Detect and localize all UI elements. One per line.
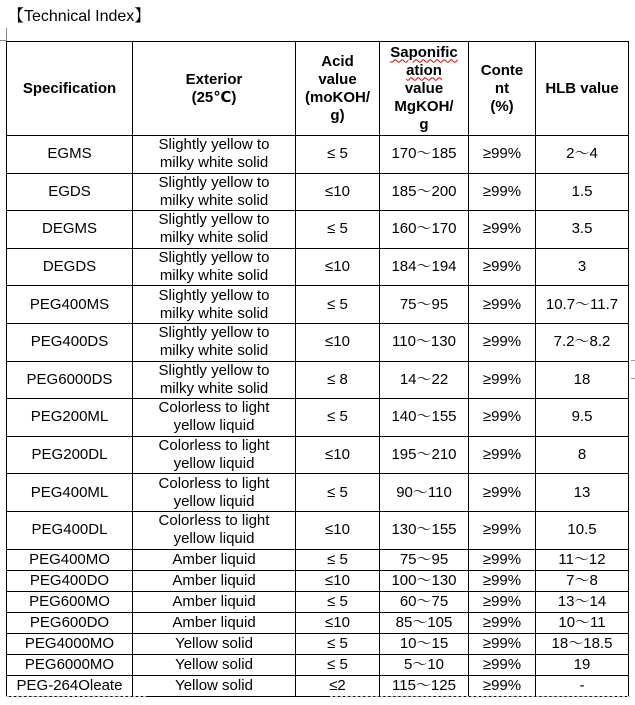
table-row [7, 675, 629, 696]
cell-acid-value: ≤ 5 [296, 549, 380, 570]
cell-saponification-value: 75～95 [380, 286, 469, 324]
cell-hlb-value: 7.2～8.2 [536, 323, 629, 361]
margin-tick [631, 360, 635, 361]
table-row [7, 612, 629, 633]
exterior-line: milky white solid [159, 379, 269, 397]
cell-saponification-value: 90～110 [380, 474, 469, 512]
header-saponification-value: Saponific ation value MgKOH/ g [380, 42, 469, 136]
margin-tick [631, 378, 635, 379]
exterior-line: milky white solid [159, 304, 269, 322]
cell-content: ≥99% [469, 549, 536, 570]
cell-acid-value: ≤ 5 [296, 399, 380, 437]
exterior-line: Slightly yellow to [158, 136, 270, 154]
table-row [7, 136, 629, 174]
cell-saponification-value: 195～210 [380, 436, 469, 474]
cell-hlb-value: 10.7～11.7 [536, 286, 629, 324]
cell-saponification-value: 170～185 [380, 136, 469, 174]
table-row [7, 436, 629, 474]
exterior-line: milky white solid [159, 229, 269, 247]
cell-specification: PEG-264Oleate [7, 675, 133, 696]
cell-acid-value: ≤10 [296, 436, 380, 474]
cell-content: ≥99% [469, 286, 536, 324]
cell-specification: PEG400DL [7, 511, 133, 549]
table-row [7, 323, 629, 361]
table-row [7, 511, 629, 549]
cell-exterior [133, 633, 296, 654]
technical-index-table [6, 41, 629, 697]
cell-content: ≥99% [469, 361, 536, 399]
cell-acid-value: ≤ 5 [296, 591, 380, 612]
table-row [7, 633, 629, 654]
exterior-line: milky white solid [159, 191, 269, 209]
exterior-line: Slightly yellow to [158, 211, 270, 229]
cell-content: ≥99% [469, 570, 536, 591]
cell-specification: DEGDS [7, 248, 133, 286]
header-content: Conte nt (%) [469, 42, 536, 136]
cell-exterior [133, 654, 296, 675]
header-specification: Specification [7, 42, 133, 136]
exterior-line: Amber liquid [172, 550, 256, 568]
cell-exterior [133, 675, 296, 696]
cell-exterior [133, 549, 296, 570]
table-header-row [7, 42, 629, 136]
table-row [7, 399, 629, 437]
cell-hlb-value: 3 [536, 248, 629, 286]
cell-acid-value: ≤ 5 [296, 654, 380, 675]
table-row [7, 248, 629, 286]
cell-hlb-value: 13～14 [536, 591, 629, 612]
exterior-line: milky white solid [159, 154, 269, 172]
cell-saponification-value: 100～130 [380, 570, 469, 591]
table-row [7, 286, 629, 324]
cell-acid-value: ≤10 [296, 323, 380, 361]
cell-exterior [133, 436, 296, 474]
cell-specification: PEG6000MO [7, 654, 133, 675]
table-row [7, 173, 629, 211]
cell-exterior [133, 173, 296, 211]
exterior-line: Amber liquid [172, 592, 256, 610]
cell-exterior [133, 361, 296, 399]
cell-exterior [133, 511, 296, 549]
cell-saponification-value: 85～105 [380, 612, 469, 633]
cell-acid-value: ≤ 5 [296, 136, 380, 174]
cell-saponification-value: 5～10 [380, 654, 469, 675]
cell-specification: PEG400MS [7, 286, 133, 324]
cell-content: ≥99% [469, 633, 536, 654]
cell-acid-value: ≤ 8 [296, 361, 380, 399]
cell-content: ≥99% [469, 136, 536, 174]
exterior-line: milky white solid [159, 267, 269, 285]
cell-saponification-value: 60～75 [380, 591, 469, 612]
cell-saponification-value: 110～130 [380, 323, 469, 361]
cell-content: ≥99% [469, 612, 536, 633]
cell-saponification-value: 75～95 [380, 549, 469, 570]
cell-specification: DEGMS [7, 211, 133, 249]
table-body [7, 136, 629, 697]
table-row [7, 591, 629, 612]
cell-content: ≥99% [469, 654, 536, 675]
cell-hlb-value: 19 [536, 654, 629, 675]
bottom-dashed-rule [330, 696, 630, 697]
cell-saponification-value: 14～22 [380, 361, 469, 399]
cell-exterior [133, 399, 296, 437]
cell-acid-value: ≤ 5 [296, 286, 380, 324]
header-acid-value: Acid value (moKOH/ g) [296, 42, 380, 136]
cell-hlb-value: 2～4 [536, 136, 629, 174]
table-row [7, 549, 629, 570]
cell-exterior [133, 474, 296, 512]
cell-hlb-value: 8 [536, 436, 629, 474]
cell-specification: PEG4000MO [7, 633, 133, 654]
exterior-line: Colorless to light [158, 399, 270, 417]
cell-acid-value: ≤10 [296, 248, 380, 286]
exterior-line: Yellow solid [175, 634, 253, 652]
cell-specification: PEG400DO [7, 570, 133, 591]
exterior-line: Slightly yellow to [158, 173, 270, 191]
exterior-line: Yellow solid [175, 655, 253, 673]
exterior-line: yellow liquid [173, 530, 255, 548]
cell-acid-value: ≤10 [296, 570, 380, 591]
cell-exterior [133, 136, 296, 174]
exterior-line: Amber liquid [172, 613, 256, 631]
cell-content: ≥99% [469, 591, 536, 612]
cell-exterior [133, 323, 296, 361]
table-row [7, 211, 629, 249]
cell-saponification-value: 185～200 [380, 173, 469, 211]
table-row [7, 654, 629, 675]
table-row [7, 474, 629, 512]
cell-specification: PEG400MO [7, 549, 133, 570]
cell-hlb-value: 10.5 [536, 511, 629, 549]
exterior-line: Amber liquid [172, 571, 256, 589]
cell-hlb-value: - [536, 675, 629, 696]
table-row [7, 361, 629, 399]
cell-specification: PEG200ML [7, 399, 133, 437]
cell-content: ≥99% [469, 474, 536, 512]
exterior-line: Slightly yellow to [158, 324, 270, 342]
cell-hlb-value: 18 [536, 361, 629, 399]
cell-acid-value: ≤2 [296, 675, 380, 696]
cell-specification: PEG6000DS [7, 361, 133, 399]
exterior-line: Colorless to light [158, 437, 270, 455]
cell-exterior [133, 612, 296, 633]
cell-saponification-value: 160～170 [380, 211, 469, 249]
exterior-line: yellow liquid [173, 417, 255, 435]
cell-specification: PEG400DS [7, 323, 133, 361]
cell-exterior [133, 211, 296, 249]
cell-specification: EGMS [7, 136, 133, 174]
cell-content: ≥99% [469, 173, 536, 211]
cell-content: ≥99% [469, 211, 536, 249]
exterior-line: Colorless to light [158, 512, 270, 530]
cell-saponification-value: 130～155 [380, 511, 469, 549]
exterior-line: Slightly yellow to [158, 286, 270, 304]
cell-acid-value: ≤ 5 [296, 633, 380, 654]
exterior-line: Yellow solid [175, 676, 253, 694]
exterior-line: yellow liquid [173, 455, 255, 473]
cell-saponification-value: 184～194 [380, 248, 469, 286]
cell-hlb-value: 13 [536, 474, 629, 512]
section-title: 【Technical Index】 [8, 8, 151, 25]
cell-acid-value: ≤10 [296, 511, 380, 549]
cell-acid-value: ≤ 5 [296, 474, 380, 512]
header-hlb-value: HLB value [536, 42, 629, 136]
cell-exterior [133, 248, 296, 286]
exterior-line: Slightly yellow to [158, 361, 270, 379]
table-row [7, 570, 629, 591]
cell-hlb-value: 7～8 [536, 570, 629, 591]
cell-specification: PEG600MO [7, 591, 133, 612]
cell-hlb-value: 9.5 [536, 399, 629, 437]
cell-hlb-value: 18～18.5 [536, 633, 629, 654]
cell-content: ≥99% [469, 675, 536, 696]
exterior-line: yellow liquid [173, 492, 255, 510]
exterior-line: Colorless to light [158, 474, 270, 492]
exterior-line: Slightly yellow to [158, 249, 270, 267]
cell-saponification-value: 10～15 [380, 633, 469, 654]
cell-content: ≥99% [469, 436, 536, 474]
cell-exterior [133, 591, 296, 612]
bottom-dashed-rule [6, 696, 146, 697]
cell-specification: EGDS [7, 173, 133, 211]
cell-acid-value: ≤ 5 [296, 211, 380, 249]
cell-hlb-value: 1.5 [536, 173, 629, 211]
cell-specification: PEG600DO [7, 612, 133, 633]
cell-specification: PEG200DL [7, 436, 133, 474]
cell-saponification-value: 140～155 [380, 399, 469, 437]
cell-content: ≥99% [469, 248, 536, 286]
cell-hlb-value: 3.5 [536, 211, 629, 249]
cell-hlb-value: 10～11 [536, 612, 629, 633]
cell-saponification-value: 115～125 [380, 675, 469, 696]
header-exterior: Exterior (25℃) [133, 42, 296, 136]
exterior-line: milky white solid [159, 342, 269, 360]
cell-specification: PEG400ML [7, 474, 133, 512]
cell-acid-value: ≤10 [296, 173, 380, 211]
cell-hlb-value: 11～12 [536, 549, 629, 570]
cell-content: ≥99% [469, 511, 536, 549]
cell-content: ≥99% [469, 399, 536, 437]
cell-content: ≥99% [469, 323, 536, 361]
margin-corner-mark [0, 28, 7, 41]
cell-exterior [133, 570, 296, 591]
cell-exterior [133, 286, 296, 324]
cell-acid-value: ≤10 [296, 612, 380, 633]
